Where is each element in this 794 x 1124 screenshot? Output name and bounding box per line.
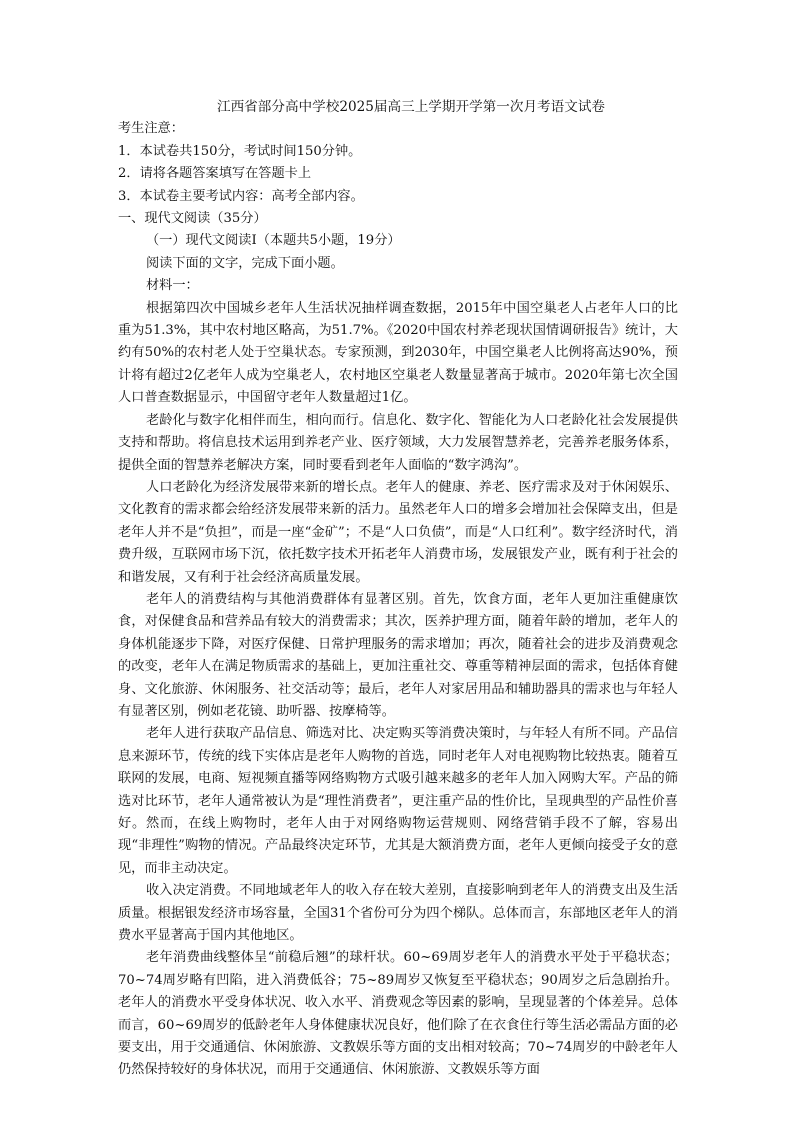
material-label: 材料一：: [146, 278, 199, 294]
paragraph: 老年人进行获取产品信息、筛选对比、决定购买等消费决策时，与年轻人有所不同。产品信息来源环节，传统的线下实体店是老年人购物的首选，同时老年人对电视购物比较热衷。随着互联网的发展，电商、短视频直播等网络购物方式吸引越来越多的老年人加入网购大军。产品的筛选对比环节，老年人通常被认为是“理性消费者”，更注重产品的性价比，呈现典型的产品性价喜好。然而，在线上购物时，老年人由于对网络购物运营规则、网络营销手段不了解，容易出现“非理性”购物的情况。产品最终决定环节，尤其是大额消费方面，老年人更倾向接受子女的意见，而非主动决定。: [118, 726, 678, 876]
sub-section-heading: （一）现代文阅读Ⅰ（本题共5小题，19分）: [146, 233, 401, 249]
paragraph: 老年消费曲线整体呈“前稳后翘”的球杆状。60~69周岁老年人的消费水平处于平稳状态；70~74周岁略有凹陷，进入消费低谷；75~89周岁又恢复至平稳状态；90周岁之后急剧抬升。老年人的消费水平受身体状况、收入水平、消费观念等因素的影响，呈现显著的个体差异。总体而言，60~69周岁的低龄老年人身体健康状况良好，他们除了在衣食住行等生活必需品方面的必要支出，用于交通通信、休闲旅游、文教娱乐等方面的支出相对较高；70~74周岁的中龄老年人仍然保持较好的身体状况，而用于交通通信、休闲旅游、文教娱乐等方面: [118, 950, 678, 1078]
page-title: 江西省部分高中学校2025届高三上学期开学第一次月考语文试卷: [216, 99, 606, 115]
reading-instruction: 阅读下面的文字，完成下面小题。: [146, 255, 344, 271]
paragraph: 收入决定消费。不同地域老年人的收入存在较大差别，直接影响到老年人的消费支出及生活质量。根据银发经济市场容量，全国31个省份可分为四个梯队。总体而言，东部地区老年人的消费水平显著高于国内其他地区。: [118, 883, 678, 944]
notice-item-2: 2．请将各题答案填写在答题卡上: [118, 166, 312, 182]
paragraph: 人口老龄化为经济发展带来新的增长点。老年人的健康、养老、医疗需求及对于休闲娱乐、文化教育的需求都会给经济发展带来新的活力。虽然老年人口的增多会增加社会保障支出，但是老年人并不是“负担”，而是一座“金矿”；不是“人口负债”，而是“人口红利”。数字经济时代，消费升级，互联网市场下沉，依托数字技术开拓老年人消费市场，发展银发产业，既有利于社会的和谐发展，又有利于社会经济高质量发展。: [118, 479, 678, 585]
section-heading: 一、现代文阅读（35分）: [118, 211, 267, 227]
notice-item-1: 1．本试卷共150分，考试时间150分钟。: [118, 143, 362, 159]
paragraph: 老年人的消费结构与其他消费群体有显著区别。首先，饮食方面，老年人更加注重健康饮食，对保健食品和营养品有较大的消费需求；其次，医养护理方面，随着年龄的增加，老年人的身体机能逐步下降，对医疗保健、日常护理服务的需求增加；再次，随着社会的进步及消费观念的改变，老年人在满足物质需求的基础上，更加注重社交、尊重等精神层面的需求，包括体育健身、文化旅游、休闲服务、社交活动等；最后，老年人对家居用品和辅助器具的需求也与年轻人有显著区别，例如老花镜、助听器、按摩椅等。: [118, 591, 678, 719]
paragraph: 根据第四次中国城乡老年人生活状况抽样调查数据，2015年中国空巢老人占老年人口的比重为51.3%，其中农村地区略高，为51.7%。《2020中国农村养老现状国情调研报告》统计，大约有50%的农村老人处于空巢状态。专家预测，到2030年，中国空巢老人比例将高达90%，预计将有超过2亿老年人成为空巢老人，农村地区空巢老人数量显著高于城市。2020年第七次全国人口普查数据显示，中国留守老年人数量超过1亿。: [118, 300, 678, 406]
exam-page: [118, 96, 678, 1082]
notice-heading: 考生注意：: [118, 121, 184, 137]
notice-item-3: 3．本试卷主要考试内容：高考全部内容。: [118, 188, 364, 204]
paragraph: 老龄化与数字化相伴而生，相向而行。信息化、数字化、智能化为人口老龄化社会发展提供支持和帮助。将信息技术运用到养老产业、医疗领域，大力发展智慧养老，完善养老服务体系，提供全面的智慧养老解决方案，同时要看到老年人面临的“数字鸿沟”。: [118, 412, 678, 473]
